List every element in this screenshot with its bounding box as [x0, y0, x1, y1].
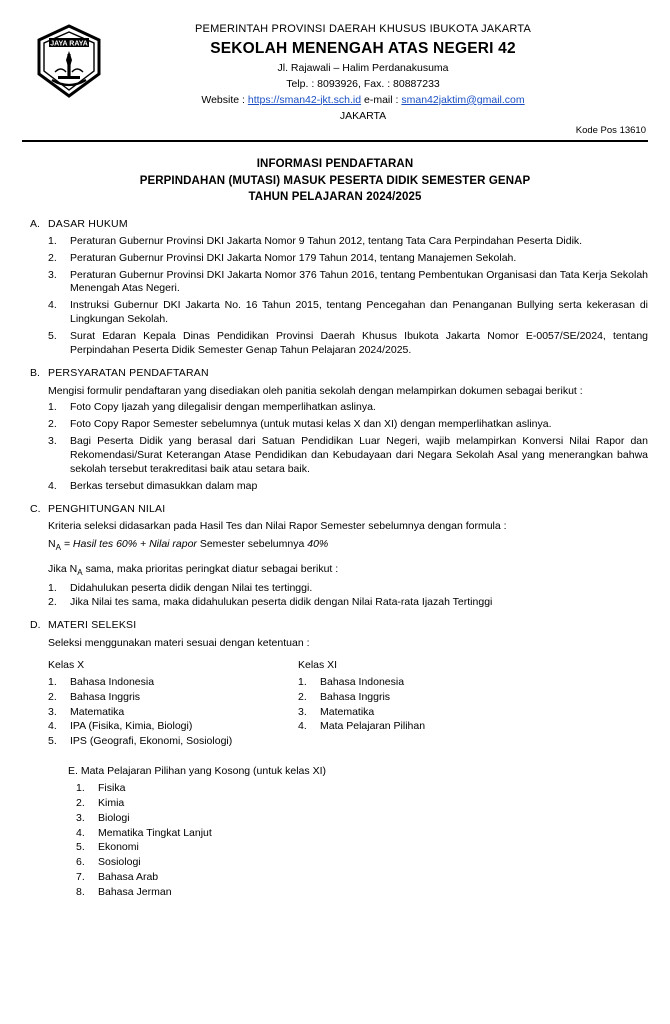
list-item: Instruksi Gubernur DKI Jakarta No. 16 Tahun 2015, tentang Pencegahan dan Penanganan Bullying serta kekerasan di Lingkungan Sekolah. [70, 299, 648, 326]
section-d-columns [48, 659, 648, 749]
section-c-title: PENGHITUNGAN NILAI [48, 502, 166, 515]
section-c-intro: Kriteria seleksi didasarkan pada Hasil Tes dan Nilai Rapor Semester sebelumnya dengan formula : [48, 520, 507, 533]
section-d-letter: D. [30, 619, 41, 632]
list-item: Ekonomi [98, 841, 139, 854]
list-item: Bahasa Inggris [320, 690, 391, 703]
list-item: Mematika Tingkat Lanjut [98, 826, 212, 839]
formula-body: = Hasil tes 60% + Nilai rapor [60, 538, 197, 551]
formula-prefix: N [48, 538, 56, 551]
list-item: IPA (Fisika, Kimia, Biologi) [70, 720, 193, 733]
list-item: Berkas tersebut dimasukkan dalam map [70, 479, 258, 492]
jakarta-emblem-icon [30, 18, 108, 98]
class-x-list [48, 676, 298, 749]
section-b-letter: B. [30, 366, 40, 379]
subjects-class-xi [298, 659, 548, 749]
section-b-list [22, 401, 648, 493]
section-c-note [48, 563, 648, 579]
section-e-title [68, 765, 648, 779]
section-e [22, 765, 648, 900]
title-line-1: INFORMASI PENDAFTARAN [256, 157, 414, 170]
list-item: Surat Edaran Kepala Dinas Pendidikan Provinsi Daerah Khusus Ibukota Jakarta Nomor E-0057/SE/2024, tentang Perpindahan Peserta Didik Semester Genap Tahun Pelajaran 2024/2025. [70, 329, 648, 356]
document-body [22, 218, 648, 900]
list-item: Bagi Peserta Didik yang berasal dari Satuan Pendidikan Luar Negeri, wajib melampirkan Konversi Nilai Rapor dan Rekomendasi/Surat Keterangan Atase Pendidikan dan Kebudayaan dari Negara Sekolah Asal yang menerangkan bahwa sekolah tersebut terakreditasi baik atau setara baik. [70, 435, 648, 475]
list-item: Foto Copy Ijazah yang dilegalisir dengan memperlihatkan aslinya. [70, 401, 376, 414]
list-item: Bahasa Jerman [98, 886, 172, 899]
list-item: Kimia [98, 796, 125, 809]
section-c-list [22, 582, 648, 611]
section-b [22, 367, 648, 381]
city-line: JAKARTA [339, 109, 387, 122]
header-divider [22, 140, 648, 142]
section-c-formula [48, 538, 648, 554]
formula-subscript: A [55, 543, 61, 553]
list-item: Peraturan Gubernur Provinsi DKI Jakarta Nomor 9 Tahun 2012, tentang Tata Cara Perpindahan Peserta Didik. [70, 234, 583, 247]
school-name: SEKOLAH MENENGAH ATAS NEGERI 42 [210, 39, 516, 57]
section-b-title: PERSYARATAN PENDAFTARAN [48, 366, 209, 379]
list-item: Peraturan Gubernur Provinsi DKI Jakarta Nomor 376 Tahun 2016, tentang Pembentukan Organisasi dan Tata Kerja Sekolah Menengah Atas Negeri. [70, 268, 648, 295]
class-xi-list [298, 676, 548, 734]
section-a-title: DASAR HUKUM [48, 217, 128, 230]
formula-tail: Semester sebelumnya [196, 538, 308, 551]
section-c [22, 503, 648, 517]
list-item: Bahasa Indonesia [320, 675, 405, 688]
title-line-3: TAHUN PELAJARAN 2024/2025 [248, 191, 422, 204]
section-d-intro: Seleksi menggunakan materi sesuai dengan ketentuan : [48, 637, 310, 650]
list-item: Mata Pelajaran Pilihan [320, 720, 426, 733]
website-label: Website : [201, 93, 245, 106]
note-prefix: Jika N [48, 562, 78, 575]
email-link[interactable]: sman42jaktim@gmail.com [401, 93, 525, 106]
school-web-line [108, 94, 618, 108]
list-item: Peraturan Gubernur Provinsi DKI Jakarta Nomor 179 Tahun 2014, tentang Manajemen Sekolah. [70, 251, 517, 264]
class-x-heading: Kelas X [48, 659, 85, 671]
letterhead-text [108, 18, 648, 123]
section-d [22, 619, 648, 633]
section-e-letter: E. [68, 765, 78, 778]
section-a [22, 218, 648, 232]
section-a-list [22, 235, 648, 358]
list-item: Matematika [70, 705, 125, 718]
note-subscript: A [77, 568, 83, 578]
subjects-class-x [48, 659, 298, 749]
note-tail: sama, maka prioritas peringkat diatur sebagai berikut : [82, 562, 339, 575]
website-link[interactable]: https://sman42-jkt.sch.id [247, 93, 362, 106]
list-item: Biologi [98, 811, 130, 824]
list-item: Didahulukan peserta didik dengan Nilai tes tertinggi. [70, 581, 313, 594]
section-a-letter: A. [30, 217, 40, 230]
list-item: Foto Copy Rapor Semester sebelumnya (untuk mutasi kelas X dan XI) dengan memperlihatkan aslinya. [70, 418, 552, 431]
list-item: Bahasa Inggris [70, 690, 141, 703]
section-c-letter: C. [30, 502, 41, 515]
list-item: Fisika [98, 782, 126, 795]
class-xi-heading: Kelas XI [298, 659, 338, 671]
svg-text:JAYA RAYA: JAYA RAYA [50, 40, 88, 48]
list-item: IPS (Geografi, Ekonomi, Sosiologi) [70, 735, 233, 748]
email-label: e-mail : [364, 93, 399, 106]
province-line: PEMERINTAH PROVINSI DAERAH KHUSUS IBUKOTA JAKARTA [195, 23, 531, 35]
postal-code: Kode Pos 13610 [575, 125, 646, 137]
section-e-heading: Mata Pelajaran Pilihan yang Kosong (untuk kelas XI) [80, 765, 326, 778]
school-address: Jl. Rajawali – Halim Perdanakusuma [277, 61, 449, 74]
section-e-list [68, 782, 648, 900]
letterhead [22, 18, 648, 123]
formula-percent: 40% [307, 538, 329, 551]
list-item: Jika Nilai tes sama, maka didahulukan peserta didik dengan Nilai Rata-rata Ijazah Tertinggi [70, 596, 493, 609]
list-item: Matematika [320, 705, 375, 718]
list-item: Bahasa Arab [98, 871, 159, 884]
title-line-2: PERPINDAHAN (MUTASI) MASUK PESERTA DIDIK SEMESTER GENAP [139, 174, 531, 187]
section-b-intro: Mengisi formulir pendaftaran yang disediakan oleh panitia sekolah dengan melampirkan dokumen sebagai berikut : [48, 384, 583, 397]
list-item: Bahasa Indonesia [70, 675, 155, 688]
document-title [22, 156, 648, 206]
section-d-title: MATERI SELEKSI [48, 619, 137, 632]
list-item: Sosiologi [98, 856, 141, 869]
school-phone: Telp. : 8093926, Fax. : 80887233 [286, 77, 440, 90]
